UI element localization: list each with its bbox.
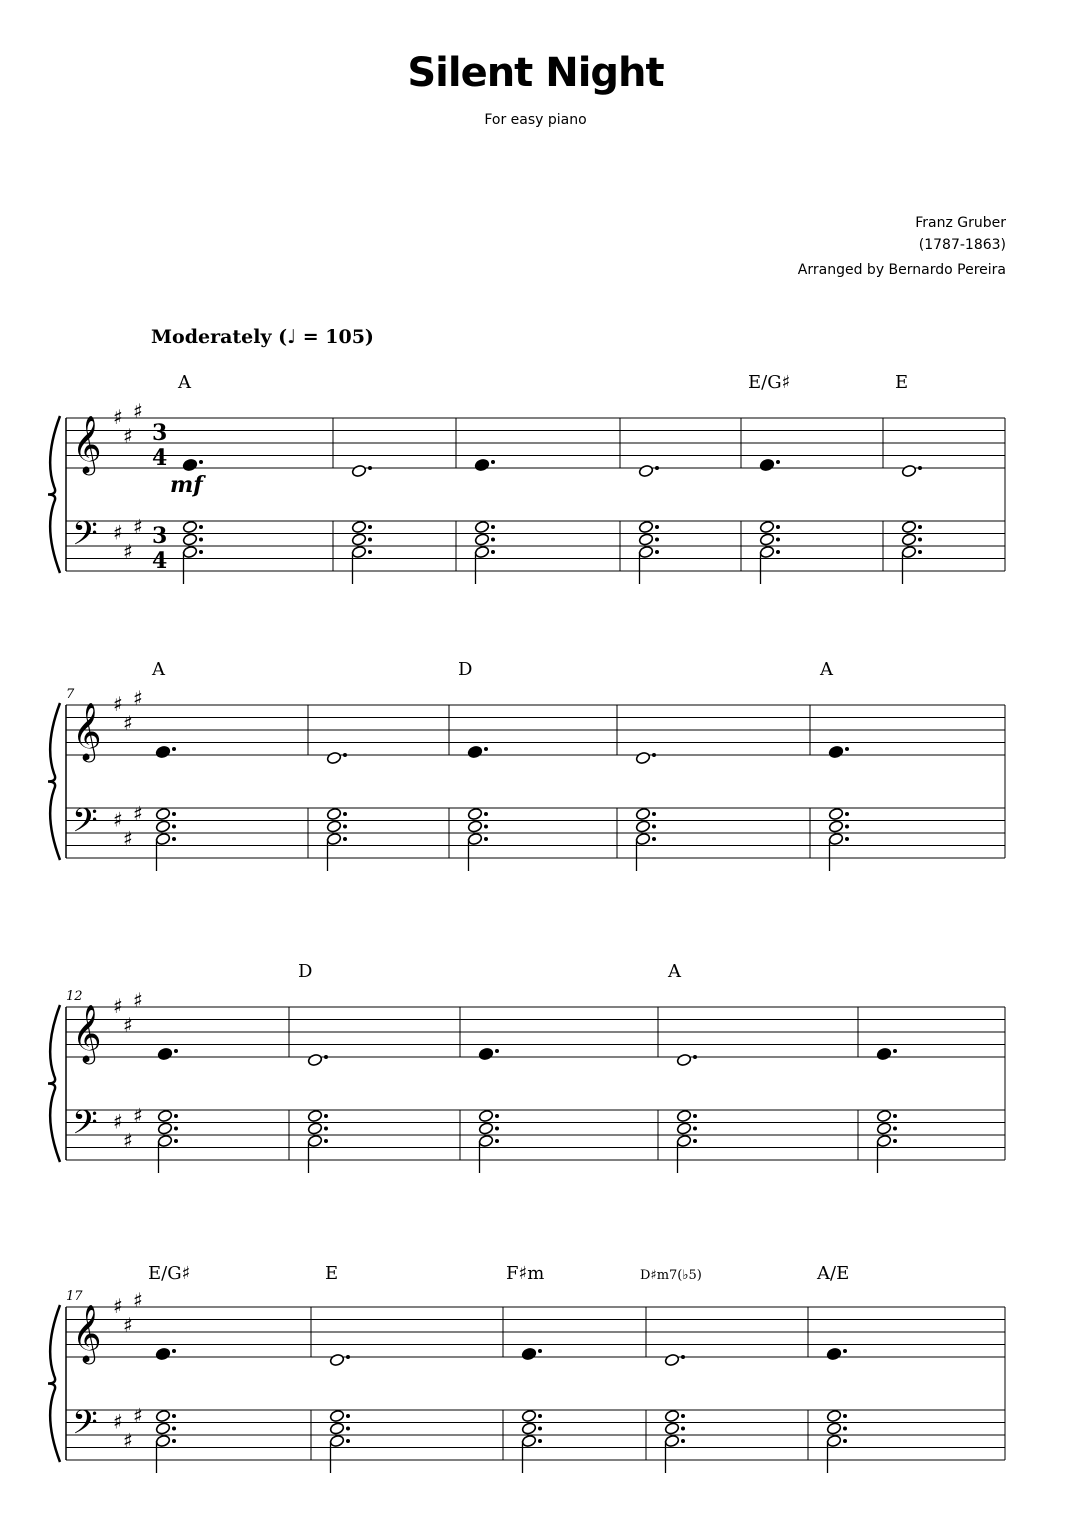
chord-symbol: D [298, 961, 313, 982]
dot [172, 1414, 176, 1418]
note-head [638, 520, 653, 533]
note-head [307, 1134, 322, 1147]
note-head [474, 458, 489, 471]
sharp-icon: ♯ [113, 1294, 123, 1318]
dot [843, 1349, 847, 1353]
sharp-icon: ♯ [133, 398, 143, 423]
bass-clef-icon: 𝄢 [72, 515, 98, 561]
measure-number: 17 [66, 1289, 83, 1304]
sharp-icon: ♯ [133, 1287, 143, 1312]
dot [484, 825, 488, 829]
note-head [155, 1434, 170, 1447]
time-signature-top: 3 [152, 420, 168, 446]
dot [495, 1127, 499, 1131]
dot [918, 550, 922, 554]
sharp-icon: ♯ [123, 1012, 133, 1037]
dot [693, 1127, 697, 1131]
note-head [351, 520, 366, 533]
note-head [828, 820, 843, 833]
dot [346, 1439, 350, 1443]
dot [681, 1414, 685, 1418]
dot [843, 1414, 847, 1418]
brace [48, 1005, 60, 1162]
dot [538, 1439, 542, 1443]
chord-symbol: A [152, 659, 165, 680]
note-head [474, 545, 489, 558]
sharp-icon: ♯ [113, 1409, 123, 1434]
note-head [638, 545, 653, 558]
note-head [635, 751, 650, 764]
dot [495, 1114, 499, 1118]
note-head [521, 1422, 536, 1435]
sharp-icon: ♯ [133, 685, 143, 710]
composer-dates: (1787-1863) [918, 237, 1006, 253]
note-head [759, 545, 774, 558]
note-head [307, 1053, 322, 1066]
dot [652, 812, 656, 816]
note-head [155, 1409, 170, 1422]
sharp-icon: ♯ [133, 1103, 143, 1128]
dot [174, 1127, 178, 1131]
note-head [876, 1134, 891, 1147]
dot [172, 837, 176, 841]
sharp-icon: ♯ [113, 807, 123, 832]
note-head [155, 807, 170, 820]
note-head [664, 1434, 679, 1447]
dot [495, 1049, 499, 1053]
dot [172, 1439, 176, 1443]
dot [346, 1414, 350, 1418]
dot [172, 1349, 176, 1353]
note-head [155, 1347, 170, 1360]
dot [172, 1427, 176, 1431]
note-head [467, 745, 482, 758]
brace [48, 416, 60, 573]
chord-symbol: A/E [817, 1263, 850, 1284]
note-head [182, 545, 197, 558]
dynamic-marking: mf [170, 472, 203, 498]
dot [484, 812, 488, 816]
note-head [157, 1047, 172, 1060]
dot [199, 538, 203, 542]
dot [343, 753, 347, 757]
dot [893, 1139, 897, 1143]
dot [174, 1049, 178, 1053]
note-head [326, 832, 341, 845]
sharp-icon: ♯ [133, 514, 143, 539]
dot [538, 1427, 542, 1431]
note-head [307, 1122, 322, 1135]
note-head [826, 1409, 841, 1422]
note-head [828, 832, 843, 845]
chord-symbol: A [820, 659, 833, 680]
dot [484, 747, 488, 751]
note-head [157, 1109, 172, 1122]
dot [346, 1355, 350, 1359]
note-head [828, 807, 843, 820]
note-head [826, 1434, 841, 1447]
note-head [326, 751, 341, 764]
dot [843, 1439, 847, 1443]
chord-symbol: E [895, 372, 909, 393]
dot [693, 1114, 697, 1118]
note-head [521, 1347, 536, 1360]
system-3 [48, 961, 1005, 1173]
time-signature-top: 3 [152, 523, 168, 549]
sharp-icon: ♯ [123, 423, 133, 448]
note-head [157, 1134, 172, 1147]
note-head [157, 1122, 172, 1135]
note-head [635, 820, 650, 833]
note-head [182, 458, 197, 471]
note-head [901, 545, 916, 558]
composer: Franz Gruber [915, 215, 1006, 231]
chord-symbol: E/G♯ [748, 372, 791, 393]
note-head [478, 1109, 493, 1122]
note-head [467, 807, 482, 820]
treble-clef-icon: 𝄞 [72, 1004, 102, 1062]
sharp-icon: ♯ [113, 405, 123, 429]
dot [652, 753, 656, 757]
chord-symbol: D♯m7(♭5) [640, 1268, 702, 1283]
note-head [351, 545, 366, 558]
dot [918, 466, 922, 470]
note-head [759, 458, 774, 471]
bass-clef-icon: 𝄢 [72, 802, 98, 848]
page-title: Silent Night [407, 50, 664, 96]
note-head [478, 1122, 493, 1135]
chord-symbol: E/G♯ [148, 1263, 191, 1284]
sharp-icon: ♯ [123, 826, 133, 851]
sharp-icon: ♯ [123, 1312, 133, 1337]
dot [681, 1355, 685, 1359]
note-head [521, 1434, 536, 1447]
dot [368, 550, 372, 554]
treble-clef-icon: 𝄞 [72, 1304, 102, 1362]
dot [655, 538, 659, 542]
dot [174, 1139, 178, 1143]
note-head [901, 533, 916, 546]
dot [776, 550, 780, 554]
arranger: Arranged by Bernardo Pereira [797, 262, 1006, 278]
dot [491, 525, 495, 529]
dot [199, 460, 203, 464]
note-head [155, 820, 170, 833]
note-head [676, 1122, 691, 1135]
dot [346, 1427, 350, 1431]
dot [693, 1055, 697, 1059]
note-head [759, 533, 774, 546]
note-head [828, 745, 843, 758]
dot [495, 1139, 499, 1143]
note-head [329, 1353, 344, 1366]
note-head [351, 464, 366, 477]
note-head [329, 1434, 344, 1447]
note-head [664, 1353, 679, 1366]
dot [655, 525, 659, 529]
note-head [478, 1134, 493, 1147]
dot [845, 747, 849, 751]
note-head [326, 807, 341, 820]
chord-symbol: A [178, 372, 191, 393]
dot [172, 812, 176, 816]
sharp-icon: ♯ [113, 994, 123, 1018]
dot [845, 812, 849, 816]
note-head [478, 1047, 493, 1060]
time-signature-bottom: 4 [152, 445, 168, 471]
dot [893, 1114, 897, 1118]
dot [491, 538, 495, 542]
dot [368, 538, 372, 542]
dot [199, 550, 203, 554]
system-2 [48, 659, 1005, 871]
sharp-icon: ♯ [123, 710, 133, 735]
note-head [876, 1122, 891, 1135]
dot [652, 837, 656, 841]
note-head [474, 520, 489, 533]
sharp-icon: ♯ [113, 692, 123, 716]
note-head [155, 832, 170, 845]
note-head [474, 533, 489, 546]
measure-number: 12 [66, 989, 83, 1004]
note-head [351, 533, 366, 546]
chord-symbol: F♯m [506, 1263, 545, 1284]
dot [845, 825, 849, 829]
sharp-icon: ♯ [133, 987, 143, 1012]
sharp-icon: ♯ [123, 1128, 133, 1153]
dot [484, 837, 488, 841]
dot [343, 812, 347, 816]
note-head [664, 1422, 679, 1435]
note-head [635, 807, 650, 820]
sharp-icon: ♯ [113, 520, 123, 545]
dot [343, 837, 347, 841]
dot [681, 1427, 685, 1431]
note-head [676, 1053, 691, 1066]
dot [538, 1349, 542, 1353]
note-head [638, 464, 653, 477]
tempo-marking: Moderately (♩ = 105) [151, 326, 374, 348]
dot [199, 525, 203, 529]
dot [918, 525, 922, 529]
note-head [329, 1409, 344, 1422]
dot [918, 538, 922, 542]
system-1 [48, 372, 1005, 584]
dot [324, 1114, 328, 1118]
dot [172, 747, 176, 751]
note-head [182, 533, 197, 546]
treble-clef-icon: 𝄞 [72, 702, 102, 760]
dot [776, 525, 780, 529]
dot [845, 837, 849, 841]
note-head [676, 1134, 691, 1147]
bass-clef-icon: 𝄢 [72, 1404, 98, 1450]
system-4 [48, 1263, 1005, 1473]
note-head [182, 520, 197, 533]
dot [324, 1139, 328, 1143]
chord-symbol: E [325, 1263, 339, 1284]
dot [324, 1127, 328, 1131]
sharp-icon: ♯ [113, 1109, 123, 1134]
chord-symbol: D [458, 659, 473, 680]
dot [655, 550, 659, 554]
bass-clef-icon: 𝄢 [72, 1104, 98, 1150]
dot [491, 460, 495, 464]
sharp-icon: ♯ [133, 1403, 143, 1428]
chord-symbol: A [668, 961, 681, 982]
dot [693, 1139, 697, 1143]
note-head [329, 1422, 344, 1435]
note-head [307, 1109, 322, 1122]
time-signature-bottom: 4 [152, 548, 168, 574]
note-head [467, 820, 482, 833]
note-head [664, 1409, 679, 1422]
dot [368, 525, 372, 529]
note-head [521, 1409, 536, 1422]
dot [681, 1439, 685, 1443]
brace [48, 703, 60, 860]
brace [48, 1305, 60, 1462]
note-head [155, 745, 170, 758]
treble-clef-icon: 𝄞 [72, 415, 102, 473]
note-head [155, 1422, 170, 1435]
note-head [826, 1347, 841, 1360]
note-head [467, 832, 482, 845]
subtitle: For easy piano [484, 112, 587, 128]
dot [174, 1114, 178, 1118]
sharp-icon: ♯ [133, 801, 143, 826]
note-head [635, 832, 650, 845]
dot [172, 825, 176, 829]
dot [843, 1427, 847, 1431]
dot [655, 466, 659, 470]
dot [324, 1055, 328, 1059]
note-head [326, 820, 341, 833]
note-head [876, 1047, 891, 1060]
measure-number: 7 [66, 687, 75, 702]
note-head [759, 520, 774, 533]
dot [343, 825, 347, 829]
dot [776, 538, 780, 542]
dot [368, 466, 372, 470]
note-head [876, 1109, 891, 1122]
dot [652, 825, 656, 829]
dot [491, 550, 495, 554]
note-head [676, 1109, 691, 1122]
note-head [826, 1422, 841, 1435]
sharp-icon: ♯ [123, 1428, 133, 1453]
dot [776, 460, 780, 464]
dot [538, 1414, 542, 1418]
sharp-icon: ♯ [123, 539, 133, 564]
dot [893, 1049, 897, 1053]
note-head [901, 464, 916, 477]
note-head [901, 520, 916, 533]
dot [893, 1127, 897, 1131]
note-head [638, 533, 653, 546]
